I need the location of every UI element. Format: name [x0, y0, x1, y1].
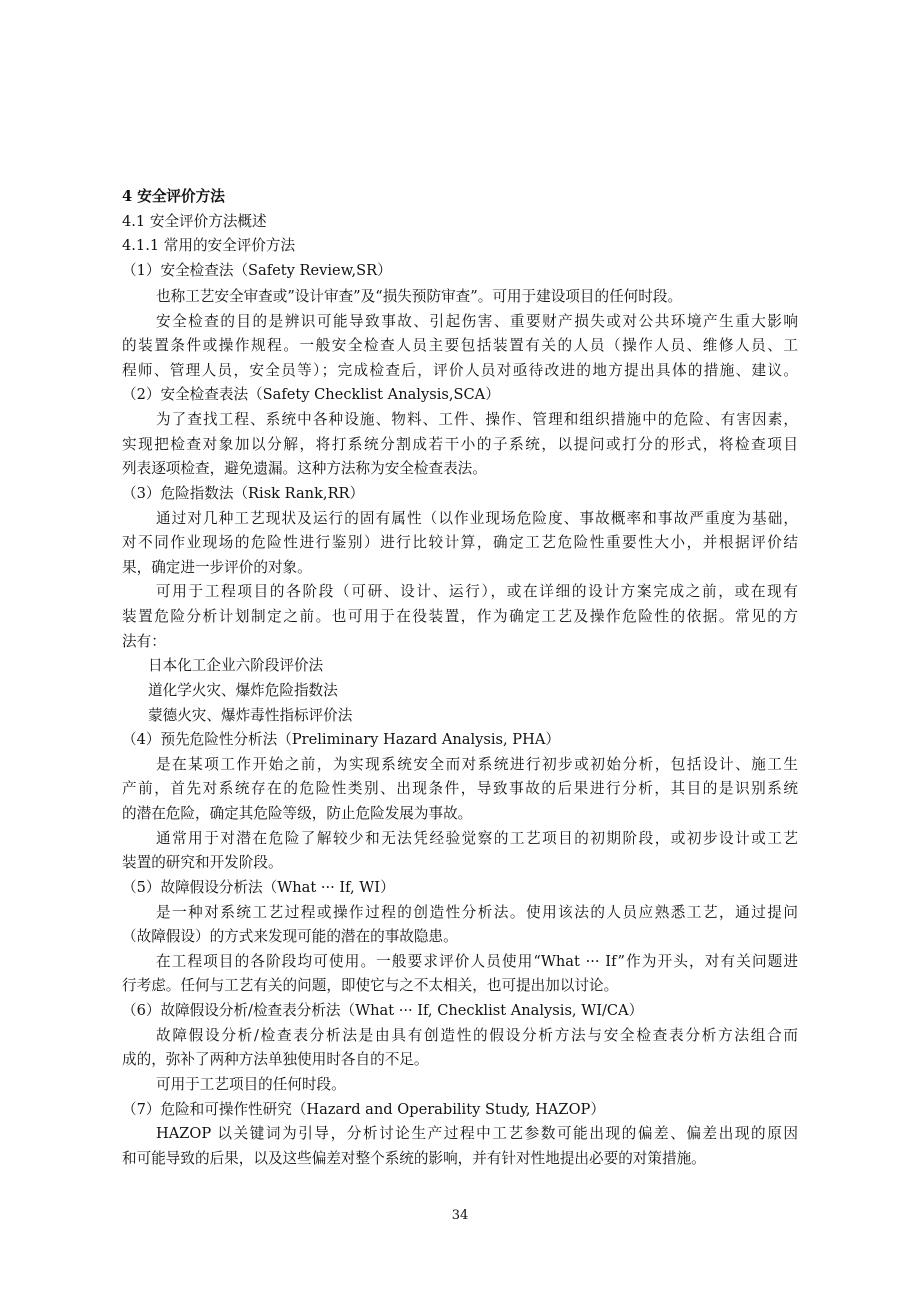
method-4-title: （4）预先危险性分析法（Preliminary Hazard Analysis, PHA） [122, 731, 560, 748]
paragraph-line: 行考虑。任何与工艺有关的问题，即使它与之不太相关，也可提出加以讨论。 [122, 977, 619, 994]
method-1-title: （1）安全检查法（Safety Review,SR） [122, 262, 392, 279]
section-heading: 4.1 安全评价方法概述 [122, 213, 267, 230]
chapter-heading: 4 安全评价方法 [122, 188, 225, 205]
paragraph-line: 实现把检查对象加以分解，将打系统分割成若干小的子系统，以提问或打分的形式，将检查项目 [122, 436, 798, 453]
method-2-title: （2）安全检查表法（Safety Checklist Analysis,SCA） [122, 386, 500, 403]
paragraph-line: 可用于工艺项目的任何时段。 [156, 1076, 346, 1093]
paragraph-line: 装置的研究和开发阶段。 [122, 854, 283, 871]
paragraph-line: 安全检查的目的是辨识可能导致事故、引起伤害、重要财产损失或对公共环境产生重大影响 [156, 313, 798, 330]
method-6-title: （6）故障假设分析/检查表分析法（What ··· If, Checklist Analysis, WI/CA） [122, 1002, 644, 1019]
paragraph-line: 通常用于对潜在危险了解较少和无法凭经验觉察的工艺项目的初期阶段，或初步设计或工艺 [156, 830, 798, 847]
paragraph-line: 的潜在危险，确定其危险等级，防止危险发展为事故。 [122, 805, 473, 822]
paragraph-line: HAZOP 以关键词为引导，分析讨论生产过程中工艺参数可能出现的偏差、偏差出现的原因 [156, 1125, 798, 1142]
paragraph-line: 程师、管理人员，安全员等）；完成检查后，评价人员对亟待改进的地方提出具体的措施、建议。 [122, 362, 798, 379]
paragraph-line: 可用于工程项目的各阶段（可研、设计、运行），或在详细的设计方案完成之前，或在现有 [156, 583, 798, 600]
paragraph-line: 和可能导致的后果，以及这些偏差对整个系统的影响，并有针对性地提出必要的对策措施。 [122, 1150, 706, 1167]
method-list-item: 蒙德火灾、爆炸毒性指标评价法 [148, 707, 353, 724]
paragraph-line: 产前，首先对系统存在的危险性类别、出现条件，导致事故的后果进行分析，其目的是识别系统 [122, 780, 798, 797]
paragraph-line: 通过对几种工艺现状及运行的固有属性（以作业现场危险度、事故概率和事故严重度为基础， [156, 510, 798, 527]
paragraph-line: 对不同作业现场的危险性进行鉴别）进行比较计算，确定工艺危险性重要性大小，并根据评价结 [122, 534, 798, 551]
paragraph-line: 果，确定进一步评价的对象。 [122, 559, 312, 576]
method-list-item: 道化学火灾、爆炸危险指数法 [148, 682, 338, 699]
paragraph-line: 也称工艺安全审查或”设计审查”及“损失预防审查”。可用于建设项目的任何时段。 [156, 288, 683, 305]
page-number: 34 [451, 1208, 469, 1223]
paragraph-line: 成的，弥补了两种方法单独使用时各自的不足。 [122, 1051, 429, 1068]
method-list-item: 日本化工企业六阶段评价法 [148, 657, 324, 674]
method-3-title: （3）危险指数法（Risk Rank,RR） [122, 485, 365, 502]
method-5-title: （5）故障假设分析法（What ··· If, WI） [122, 879, 395, 896]
paragraph-line: 是在某项工作开始之前，为实现系统安全而对系统进行初步或初始分析，包括设计、施工生 [156, 756, 798, 773]
paragraph-line: 故障假设分析/检查表分析法是由具有创造性的假设分析方法与安全检查表分析方法组合而 [156, 1027, 798, 1044]
paragraph-line: 法有： [122, 633, 166, 650]
paragraph-line: 列表逐项检查，避免遗漏。这种方法称为安全检查表法。 [122, 460, 487, 477]
method-7-title: （7）危险和可操作性研究（Hazard and Operability Study, HAZOP） [122, 1101, 605, 1118]
paragraph-line: 的装置条件或操作规程。一般安全检查人员主要包括装置有关的人员（操作人员、维修人员、工 [122, 337, 798, 354]
paragraph-line: 装置危险分析计划制定之前。也可用于在役装置，作为确定工艺及操作危险性的依据。常见的方 [122, 608, 798, 625]
subsection-heading: 4.1.1 常用的安全评价方法 [122, 237, 296, 254]
paragraph-line: 在工程项目的各阶段均可使用。一般要求评价人员使用“What ··· If”作为开头，对有关问题进 [156, 953, 798, 970]
paragraph-line: （故障假设）的方式来发现可能的潜在的事故隐患。 [122, 928, 458, 945]
paragraph-line: 是一种对系统工艺过程或操作过程的创造性分析法。使用该法的人员应熟悉工艺，通过提问 [156, 904, 798, 921]
paragraph-line: 为了查找工程、系统中各种设施、物料、工件、操作、管理和组织措施中的危险、有害因素， [156, 411, 798, 428]
